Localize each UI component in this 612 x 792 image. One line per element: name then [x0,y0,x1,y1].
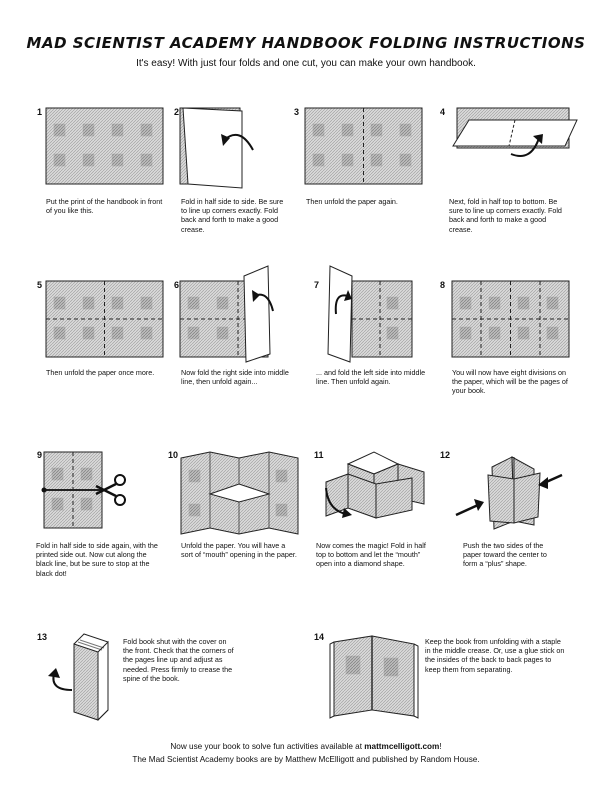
step-2-number: 2 [174,107,180,117]
step-7-figure [322,266,432,366]
step-11-figure [320,448,435,543]
step-9-number: 9 [37,450,43,460]
step-10-number: 10 [168,450,179,460]
step-8-number: 8 [440,280,446,290]
step-11-caption: Now comes the magic! Fold in half top to bottom and let the “mouth” open into a diamond shape. [316,541,426,569]
step-8-caption: You will now have eight divisions on the paper, which will be the pages of your book. [452,368,568,396]
step-3-figure [305,108,425,188]
step-12-number: 12 [440,450,451,460]
step-9-caption: Fold in half side to side again, with the printed side out. Now cut along the black line, but be sure to stop at the black dot! [36,541,158,578]
step-12-figure [452,455,567,535]
step-7-caption: ... and fold the left side into middle line. Then unfold again. [316,368,426,387]
step-13-caption: Fold book shut with the cover on the front. Check that the corners of the pages line up and adjust as needed. Press firmly to crease the spine of the book. [123,637,234,683]
footer-line-1-end: ! [439,742,442,751]
step-7-number: 7 [314,280,320,290]
page-title: MAD SCIENTIST ACADEMY HANDBOOK FOLDING INSTRUCTIONS [26,34,586,52]
step-10-caption: Unfold the paper. You will have a sort of “mouth” opening in the paper. [181,541,297,560]
step-8-figure [452,281,572,361]
step-6-figure [180,266,290,366]
footer-line-2: The Mad Scientist Academy books are by Matthew McElligott and published by Random House. [132,755,480,764]
step-4-figure [447,108,577,188]
page-subtitle: It's easy! With just four folds and one cut, you can make your own handbook. [136,58,476,69]
step-11-number: 11 [314,450,324,460]
step-10-figure [181,452,301,537]
step-5-figure [46,281,166,361]
step-6-number: 6 [174,280,180,290]
step-4-caption: Next, fold in half top to bottom. Be sure to line up corners exactly. Fold back and forth to make a good crease. [449,197,562,234]
footer-line-1-text: Now use your book to solve fun activities available at [170,742,365,751]
step-1-number: 1 [37,107,43,117]
step-9-figure [44,452,134,532]
step-4-number: 4 [440,107,446,117]
step-3-number: 3 [294,107,300,117]
step-14-number: 14 [314,632,325,642]
step-2-figure [180,108,300,188]
step-5-number: 5 [37,280,43,290]
step-12-caption: Push the two sides of the paper toward the center to form a “plus” shape. [463,541,547,569]
step-1-caption: Put the print of the handbook in front of you like this. [46,197,163,216]
step-5-caption: Then unfold the paper once more. [46,368,155,377]
step-13-figure [44,630,124,725]
step-14-caption: Keep the book from unfolding with a staple in the middle crease. Or, use a glue stick on the insides of the back to back pages to keep them from separating. [425,637,565,674]
step-13-number: 13 [37,632,48,642]
footer-line-1 [0,742,612,751]
step-3-caption: Then unfold the paper again. [306,197,398,206]
website-link[interactable]: mattmcelligott.com [364,742,440,751]
step-14-figure [326,634,426,719]
step-2-caption: Fold in half side to side. Be sure to line up corners exactly. Fold back and forth to make a good crease. [181,197,284,234]
step-6-caption: Now fold the right side into middle line, then unfold again... [181,368,289,387]
step-1-figure [46,108,166,188]
